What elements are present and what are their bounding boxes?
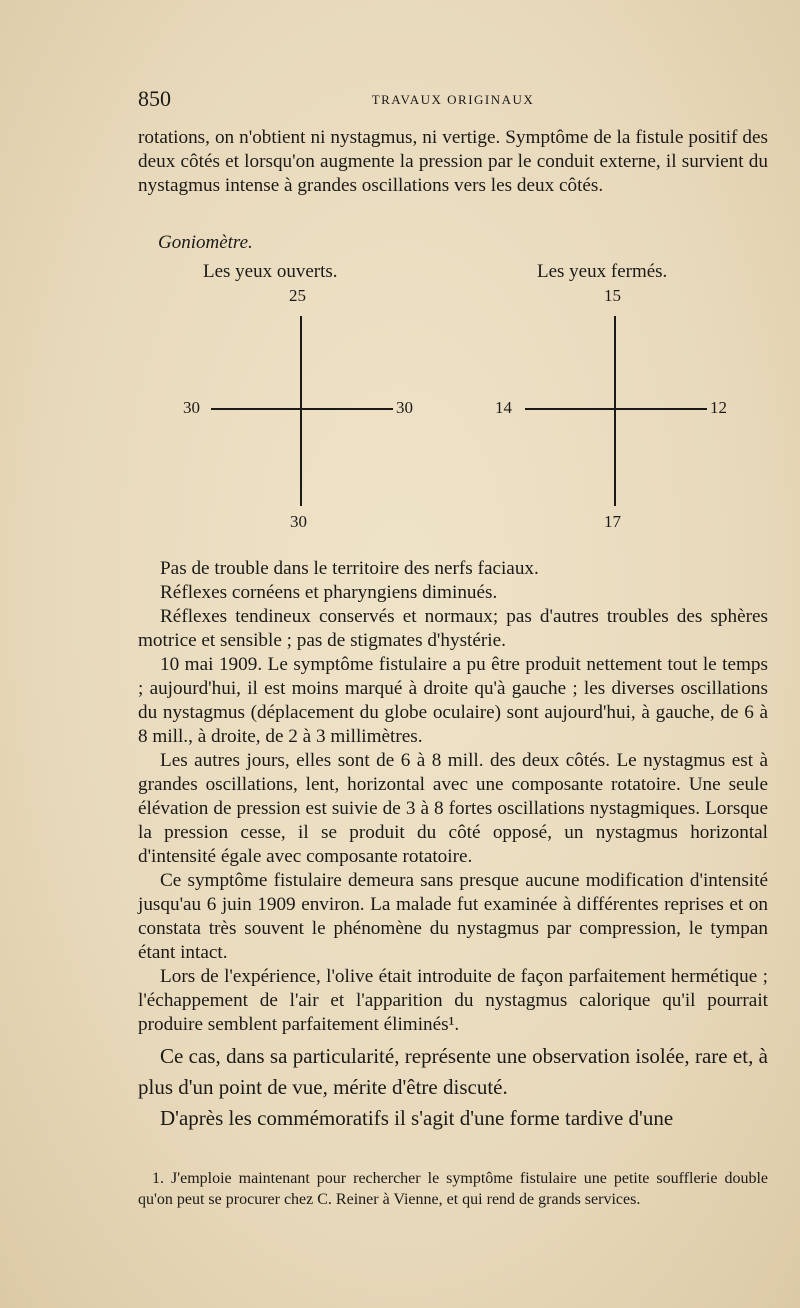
page-header (138, 86, 768, 112)
running-head: TRAVAUX ORIGINAUX (371, 92, 535, 107)
paragraph-tendon-reflexes: Réflexes tendineux conservés et normaux; pas d'autres troubles des sphères motrice et sensible ; pas de stigmates d'hystérie. (138, 606, 768, 651)
intro-paragraph-block (138, 126, 768, 198)
closed-eyes-top-value: 15 (604, 286, 621, 305)
open-eyes-left-value: 30 (183, 398, 200, 417)
closed-eyes-right-value: 12 (710, 398, 727, 417)
open-eyes-bottom-value: 30 (290, 512, 307, 531)
footnote-block (138, 1168, 768, 1210)
open-eyes-top-value: 25 (289, 286, 306, 305)
paragraph-fistula-symptom: Ce symptôme fistulaire demeura sans presque aucune modification d'intensité jusqu'au 6 juin 1909 environ. La malade fut examinée à différentes reprises et on constata très souvent le phénomène du nystagmus par compression, le tympan étant intact. (138, 870, 768, 963)
closed-eyes-horizontal-axis (525, 408, 707, 410)
footnote: 1. J'emploie maintenant pour rechercher le symptôme fistulaire une petite soufflerie double qu'on peut se procurer chez C. Reiner à Vienne, et qui rend de grands services. (138, 1170, 768, 1208)
closed-eyes-bottom-value: 17 (604, 512, 621, 531)
paragraph-commemoratives: D'après les commémoratifs il s'agit d'une forme tardive d'une (160, 1106, 674, 1130)
open-eyes-vertical-axis (300, 316, 302, 506)
body-text (138, 557, 768, 1134)
paragraph-facial-nerves: Pas de trouble dans le territoire des nerfs faciaux. (160, 558, 539, 579)
paragraph-10-may-1909: 10 mai 1909. Le symptôme fistulaire a pu être produit nettement tout le temps ; aujourd'hui, il est moins marqué à droite qu'à gauche ; les diverses oscillations du nystagmus (déplacement du globe oculaire) sont aujourd'hui, à gauche, de 6 à 8 mill., à droite, de 2 à 3 millimètres. (138, 654, 768, 747)
open-eyes-right-value: 30 (396, 398, 413, 417)
paragraph-corneal-reflexes: Réflexes cornéens et pharyngiens diminués. (160, 582, 498, 603)
closed-eyes-caption: Les yeux fermés. (537, 261, 668, 282)
section-title: Goniomètre. (158, 232, 253, 253)
intro-paragraph: rotations, on n'obtient ni nystagmus, ni vertige. Symptôme de la fistule positif des deux côtés et lorsqu'on augmente la pression par le conduit externe, il survient du nystagmus intense à grandes oscillations vers les deux côtés. (138, 127, 768, 196)
paragraph-other-days: Les autres jours, elles sont de 6 à 8 mill. des deux côtés. Le nystagmus est à grandes oscillations, lent, horizontal avec une composante rotatoire. Une seule élévation de pression est suivie de 3 à 8 fortes oscillations nystagmiques. Lorsque la pression cesse, il se produit du côté opposé, un nystagmus horizontal d'intensité égale avec composante rotatoire. (138, 750, 768, 867)
paragraph-case-observation: Ce cas, dans sa particularité, représente une observation isolée, rare et, à plus d'un point de vue, mérite d'être discuté. (138, 1044, 768, 1099)
page-number: 850 (138, 86, 171, 111)
paragraph-experiment: Lors de l'expérience, l'olive était introduite de façon parfaitement hermétique ; l'échappement de l'air et l'apparition du nystagmus calorique qu'il pourrait produire semblent parfaitement éliminés¹. (138, 966, 768, 1035)
closed-eyes-vertical-axis (614, 316, 616, 506)
closed-eyes-left-value: 14 (495, 398, 512, 417)
open-eyes-caption: Les yeux ouverts. (203, 261, 338, 282)
open-eyes-horizontal-axis (211, 408, 393, 410)
